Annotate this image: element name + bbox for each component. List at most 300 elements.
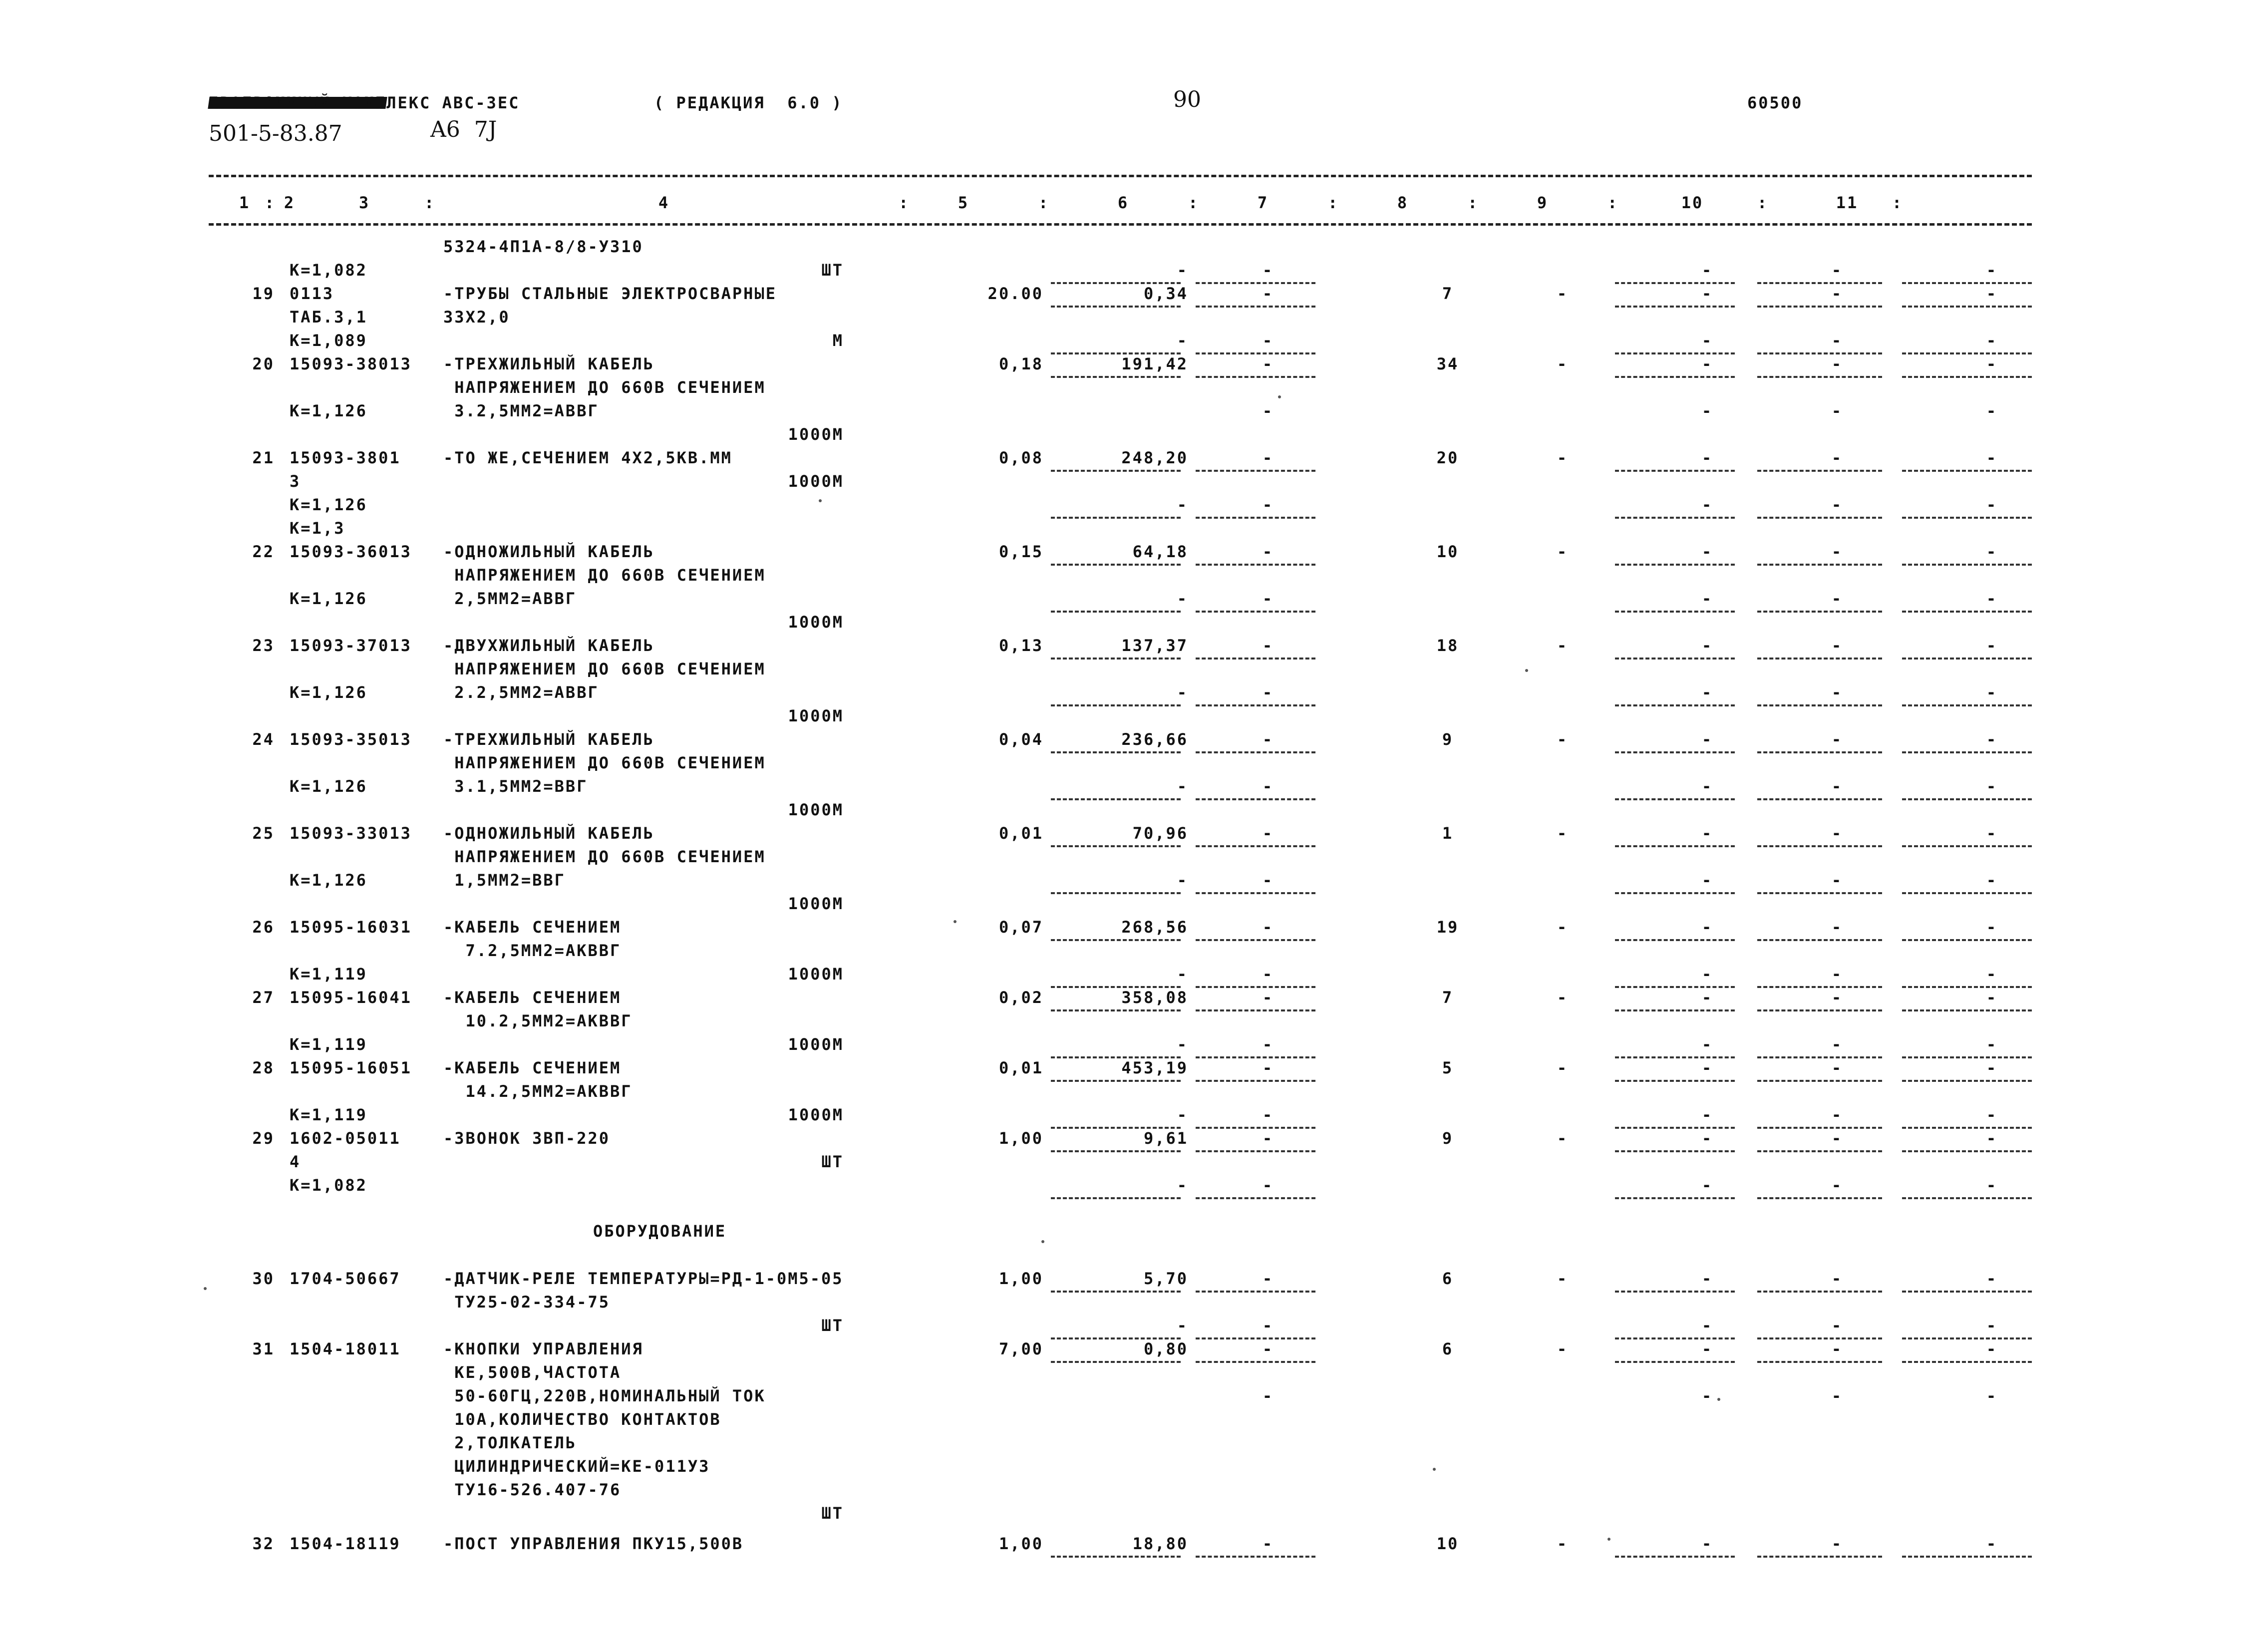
- sub-rule: [1196, 611, 1315, 613]
- row-number: 19: [252, 284, 275, 303]
- col9-value: -: [1701, 1035, 1713, 1054]
- item-code: ТАБ.3,1: [290, 308, 367, 327]
- col11-value: -: [1986, 331, 1998, 350]
- col11-value: -: [1986, 542, 1998, 561]
- col7-value: 10: [1436, 542, 1459, 561]
- sub-rule: [1757, 751, 1882, 753]
- unit-price: -: [1177, 1105, 1188, 1124]
- sub-rule: [1757, 1080, 1882, 1082]
- col8-value: -: [1557, 730, 1569, 749]
- sub-rule: [1615, 892, 1735, 894]
- sub-rule: [1902, 1197, 2032, 1199]
- row-number: 26: [252, 918, 275, 937]
- sub-rule: [1902, 564, 2032, 566]
- sub-rule: [1051, 306, 1181, 308]
- sub-rule: [1757, 1361, 1882, 1363]
- sub-rule: [1757, 1556, 1882, 1558]
- col6-value: -: [1262, 495, 1274, 514]
- row-number: 30: [252, 1269, 275, 1288]
- item-code: 15093-3801: [290, 448, 401, 467]
- unit-price: 137,37: [1121, 636, 1188, 655]
- scan-speck: [1278, 395, 1281, 398]
- table-header-rule: [209, 223, 2032, 226]
- sub-rule: [1196, 892, 1315, 894]
- item-code: К=1,119: [290, 1035, 367, 1054]
- col6-value: -: [1262, 1176, 1274, 1195]
- sub-rule: [1902, 939, 2032, 941]
- unit-label: М: [832, 331, 844, 350]
- sub-rule: [1051, 939, 1181, 941]
- row-number: 27: [252, 988, 275, 1007]
- item-code: К=1,3: [290, 519, 345, 538]
- item-name: 10.2,5ММ2=АКВВГ: [443, 1011, 633, 1030]
- sub-rule: [1196, 939, 1315, 941]
- item-name: 10А,КОЛИЧЕСТВО КОНТАКТОВ: [443, 1410, 721, 1429]
- quantity: 0,01: [998, 824, 1043, 843]
- column-separator: :: [1607, 193, 1619, 212]
- col8-value: -: [1557, 918, 1569, 937]
- col11-value: -: [1986, 1386, 1998, 1405]
- col11-value: -: [1986, 1035, 1998, 1054]
- col11-value: -: [1986, 495, 1998, 514]
- col6-value: -: [1262, 354, 1274, 373]
- sub-rule: [1615, 376, 1735, 378]
- unit-label: 1000М: [788, 1035, 844, 1054]
- sub-rule: [1902, 611, 2032, 613]
- item-name: КЕ,500В,ЧАСТОТА: [443, 1363, 622, 1382]
- quantity: 20.00: [987, 284, 1043, 303]
- col11-value: -: [1986, 824, 1998, 843]
- col8-value: -: [1557, 1339, 1569, 1358]
- sub-rule: [1902, 517, 2032, 519]
- sub-rule: [1902, 986, 2032, 988]
- col9-value: -: [1701, 1534, 1713, 1553]
- column-separator: :: [1328, 193, 1339, 212]
- col10-value: -: [1831, 284, 1843, 303]
- col10-value: -: [1831, 542, 1843, 561]
- sub-rule: [1902, 658, 2032, 660]
- col8-value: -: [1557, 448, 1569, 467]
- scan-speck: [1607, 1538, 1610, 1541]
- sub-rule: [1757, 282, 1882, 284]
- project-number: 501-5-83.87: [209, 121, 342, 146]
- sub-rule: [1051, 798, 1181, 800]
- code: 60500: [1747, 93, 1803, 112]
- column-separator: :: [1757, 193, 1769, 212]
- item-name: ЦИЛИНДРИЧЕСКИЙ=КЕ-011У3: [443, 1457, 710, 1476]
- item-code: 15093-38013: [290, 354, 412, 373]
- col9-value: -: [1701, 965, 1713, 984]
- sub-rule: [1615, 658, 1735, 660]
- item-code: 4: [290, 1152, 301, 1171]
- unit-label: 1000М: [788, 425, 844, 444]
- sub-rule: [1051, 1009, 1181, 1011]
- sub-rule: [1615, 1197, 1735, 1199]
- quantity: 0,18: [998, 354, 1043, 373]
- unit-price: 358,08: [1121, 988, 1188, 1007]
- col8-value: -: [1557, 824, 1569, 843]
- quantity: 1,00: [998, 1129, 1043, 1148]
- col10-value: -: [1831, 824, 1843, 843]
- col7-value: 34: [1436, 354, 1459, 373]
- quantity: 0,15: [998, 542, 1043, 561]
- scan-speck: [1717, 1398, 1720, 1401]
- item-name: ТУ25-02-334-75: [443, 1293, 610, 1312]
- item-name: 2,ТОЛКАТЕЛЬ: [443, 1433, 577, 1452]
- col9-value: -: [1701, 331, 1713, 350]
- sub-rule: [1902, 1291, 2032, 1293]
- unit-label: 1000М: [788, 965, 844, 984]
- sub-rule: [1051, 1361, 1181, 1363]
- col9-value: -: [1701, 589, 1713, 608]
- column-separator: :: [424, 193, 436, 212]
- sub-rule: [1902, 1150, 2032, 1152]
- col10-value: -: [1831, 965, 1843, 984]
- sub-rule: [1902, 1080, 2032, 1082]
- unit-price: 191,42: [1121, 354, 1188, 373]
- sub-rule: [1902, 282, 2032, 284]
- col6-value: -: [1262, 331, 1274, 350]
- column-header-5: 5: [958, 193, 969, 212]
- sub-rule: [1757, 517, 1882, 519]
- col6-value: -: [1262, 1129, 1274, 1148]
- item-code: К=1,126: [290, 683, 367, 702]
- col7-value: 7: [1442, 284, 1454, 303]
- sub-rule: [1051, 892, 1181, 894]
- col10-value: -: [1831, 1058, 1843, 1077]
- col8-value: -: [1557, 1129, 1569, 1148]
- unit-price: 236,66: [1121, 730, 1188, 749]
- sub-rule: [1051, 1150, 1181, 1152]
- item-code: К=1,126: [290, 589, 367, 608]
- section-heading: ОБОРУДОВАНИЕ: [593, 1222, 727, 1241]
- col11-value: -: [1986, 1058, 1998, 1077]
- item-name: -КНОПКИ УПРАВЛЕНИЯ: [443, 1339, 643, 1358]
- col6-value: -: [1262, 401, 1274, 420]
- edition: ( РЕДАКЦИЯ 6.0 ): [654, 93, 843, 112]
- item-code: 15093-35013: [290, 730, 412, 749]
- col9-value: -: [1701, 1269, 1713, 1288]
- col11-value: -: [1986, 1129, 1998, 1148]
- item-name: 14.2,5ММ2=АКВВГ: [443, 1082, 633, 1101]
- col10-value: -: [1831, 1035, 1843, 1054]
- item-name: 5324-4П1А-8/8-У310: [443, 237, 643, 256]
- col6-value: -: [1262, 777, 1274, 796]
- quantity: 0,02: [998, 988, 1043, 1007]
- sub-rule: [1196, 376, 1315, 378]
- col6-value: -: [1262, 589, 1274, 608]
- item-code: 15095-16031: [290, 918, 412, 937]
- col10-value: -: [1831, 1129, 1843, 1148]
- sub-rule: [1615, 564, 1735, 566]
- column-separator: :: [1468, 193, 1479, 212]
- col10-value: -: [1831, 261, 1843, 280]
- sub-rule: [1757, 986, 1882, 988]
- sub-rule: [1196, 282, 1315, 284]
- sub-rule: [1902, 352, 2032, 354]
- col11-value: -: [1986, 1176, 1998, 1195]
- col9-value: -: [1701, 730, 1713, 749]
- col9-value: -: [1701, 1316, 1713, 1335]
- col7-value: 1: [1442, 824, 1454, 843]
- col11-value: -: [1986, 261, 1998, 280]
- column-separator: :: [1188, 193, 1200, 212]
- sub-rule: [1196, 751, 1315, 753]
- col6-value: -: [1262, 824, 1274, 843]
- sub-rule: [1196, 1127, 1315, 1129]
- sub-rule: [1757, 611, 1882, 613]
- col11-value: -: [1986, 965, 1998, 984]
- column-header-3: 3: [358, 193, 370, 212]
- sub-rule: [1196, 1337, 1315, 1339]
- item-name: ТУ16-526.407-76: [443, 1480, 622, 1499]
- item-code: 15093-33013: [290, 824, 412, 843]
- col6-value: -: [1262, 448, 1274, 467]
- item-name: -ПОСТ УПРАВЛЕНИЯ ПКУ15,500В: [443, 1534, 744, 1553]
- col6-value: -: [1262, 683, 1274, 702]
- col7-value: 19: [1436, 918, 1459, 937]
- row-number: 23: [252, 636, 275, 655]
- column-separator: :: [1038, 193, 1050, 212]
- sub-rule: [1757, 564, 1882, 566]
- scan-speck: [819, 499, 822, 502]
- item-name: -ТРЕХЖИЛЬНЫЙ КАБЕЛЬ: [443, 730, 655, 749]
- col7-value: 5: [1442, 1058, 1454, 1077]
- unit-price: -: [1177, 261, 1188, 280]
- col6-value: -: [1262, 871, 1274, 890]
- sub-rule: [1902, 704, 2032, 706]
- item-name: НАПРЯЖЕНИЕМ ДО 660В СЕЧЕНИЕМ: [443, 378, 766, 397]
- col10-value: -: [1831, 1269, 1843, 1288]
- unit-price: 64,18: [1132, 542, 1188, 561]
- sub-rule: [1615, 751, 1735, 753]
- col11-value: -: [1986, 871, 1998, 890]
- col8-value: -: [1557, 1058, 1569, 1077]
- item-name: 7.2,5ММ2=АКВВГ: [443, 941, 622, 960]
- col9-value: -: [1701, 918, 1713, 937]
- col10-value: -: [1831, 918, 1843, 937]
- sub-rule: [1051, 1080, 1181, 1082]
- col6-value: -: [1262, 918, 1274, 937]
- item-name: НАПРЯЖЕНИЕМ ДО 660В СЕЧЕНИЕМ: [443, 566, 766, 585]
- col7-value: 18: [1436, 636, 1459, 655]
- col10-value: -: [1831, 354, 1843, 373]
- page-number: 90: [1173, 87, 1201, 112]
- item-name: 3.2,5ММ2=АВВГ: [443, 401, 599, 420]
- sub-rule: [1902, 798, 2032, 800]
- sub-rule: [1196, 845, 1315, 847]
- sub-rule: [1615, 470, 1735, 472]
- item-name: -ЗВОНОК ЗВП-220: [443, 1129, 610, 1148]
- col6-value: -: [1262, 636, 1274, 655]
- col10-value: -: [1831, 331, 1843, 350]
- sub-rule: [1196, 658, 1315, 660]
- sub-rule: [1615, 1361, 1735, 1363]
- column-separator: :: [265, 193, 276, 212]
- col11-value: -: [1986, 284, 1998, 303]
- item-code: К=1,126: [290, 401, 367, 420]
- unit-price: 5,70: [1143, 1269, 1188, 1288]
- col8-value: -: [1557, 1534, 1569, 1553]
- sub-rule: [1757, 1291, 1882, 1293]
- unit-price: -: [1177, 777, 1188, 796]
- item-code: 15095-16051: [290, 1058, 412, 1077]
- item-code: К=1,089: [290, 331, 367, 350]
- sub-rule: [1757, 1337, 1882, 1339]
- sub-rule: [1051, 751, 1181, 753]
- unit-price: 268,56: [1121, 918, 1188, 937]
- scan-speck: [1525, 669, 1528, 672]
- sub-rule: [1196, 470, 1315, 472]
- item-name: 2,5ММ2=АВВГ: [443, 589, 577, 608]
- sub-rule: [1757, 1009, 1882, 1011]
- col8-value: -: [1557, 636, 1569, 655]
- col10-value: -: [1831, 988, 1843, 1007]
- col10-value: -: [1831, 1386, 1843, 1405]
- col6-value: -: [1262, 1534, 1274, 1553]
- col10-value: -: [1831, 1176, 1843, 1195]
- col6-value: -: [1262, 1316, 1274, 1335]
- item-name: -ТРЕХЖИЛЬНЫЙ КАБЕЛЬ: [443, 354, 655, 373]
- item-code: К=1,126: [290, 495, 367, 514]
- column-header-7: 7: [1257, 193, 1269, 212]
- sub-rule: [1051, 845, 1181, 847]
- col6-value: -: [1262, 261, 1274, 280]
- col11-value: -: [1986, 1269, 1998, 1288]
- unit-price: -: [1177, 965, 1188, 984]
- col7-value: 7: [1442, 988, 1454, 1007]
- sub-rule: [1615, 845, 1735, 847]
- col9-value: -: [1701, 636, 1713, 655]
- column-separator: :: [899, 193, 910, 212]
- sub-rule: [1615, 1080, 1735, 1082]
- col11-value: -: [1986, 401, 1998, 420]
- col7-value: 9: [1442, 1129, 1454, 1148]
- item-name: -КАБЕЛЬ СЕЧЕНИЕМ: [443, 918, 622, 937]
- unit-price: -: [1177, 683, 1188, 702]
- sub-rule: [1902, 470, 2032, 472]
- unit-price: -: [1177, 1035, 1188, 1054]
- col7-value: 20: [1436, 448, 1459, 467]
- quantity: 1,00: [998, 1534, 1043, 1553]
- unit-price: 9,61: [1143, 1129, 1188, 1148]
- unit-label: ШТ: [821, 1316, 844, 1335]
- sub-rule: [1902, 1009, 2032, 1011]
- column-header-11: 11: [1836, 193, 1859, 212]
- item-name: 3.1,5ММ2=ВВГ: [443, 777, 588, 796]
- row-number: 29: [252, 1129, 275, 1148]
- sub-rule: [1051, 564, 1181, 566]
- sub-rule: [1757, 352, 1882, 354]
- col11-value: -: [1986, 354, 1998, 373]
- col10-value: -: [1831, 871, 1843, 890]
- sub-rule: [1902, 1556, 2032, 1558]
- sub-rule: [1051, 517, 1181, 519]
- item-code: 1704-50667: [290, 1269, 401, 1288]
- column-header-2: 2: [284, 193, 296, 212]
- col7-value: 6: [1442, 1339, 1454, 1358]
- sub-rule: [1196, 517, 1315, 519]
- col9-value: -: [1701, 1105, 1713, 1124]
- col6-value: -: [1262, 1339, 1274, 1358]
- col10-value: -: [1831, 636, 1843, 655]
- item-code: 1504-18119: [290, 1534, 401, 1553]
- col6-value: -: [1262, 284, 1274, 303]
- item-name: 1,5ММ2=ВВГ: [443, 871, 566, 890]
- sub-rule: [1757, 658, 1882, 660]
- col11-value: -: [1986, 1105, 1998, 1124]
- item-name: -КАБЕЛЬ СЕЧЕНИЕМ: [443, 1058, 622, 1077]
- sub-rule: [1196, 1361, 1315, 1363]
- sub-rule: [1196, 1291, 1315, 1293]
- col8-value: -: [1557, 542, 1569, 561]
- unit-price: -: [1177, 495, 1188, 514]
- col8-value: -: [1557, 284, 1569, 303]
- row-number: 24: [252, 730, 275, 749]
- col6-value: -: [1262, 1058, 1274, 1077]
- column-separator: :: [1892, 193, 1904, 212]
- col11-value: -: [1986, 683, 1998, 702]
- col10-value: -: [1831, 495, 1843, 514]
- sub-rule: [1051, 1291, 1181, 1293]
- col10-value: -: [1831, 589, 1843, 608]
- column-header-10: 10: [1681, 193, 1704, 212]
- sub-rule: [1196, 1197, 1315, 1199]
- col7-value: 9: [1442, 730, 1454, 749]
- col9-value: -: [1701, 261, 1713, 280]
- sub-rule: [1902, 892, 2032, 894]
- sub-rule: [1615, 611, 1735, 613]
- item-name: 50-60ГЦ,220В,НОМИНАЛЬНЫЙ ТОК: [443, 1386, 766, 1405]
- quantity: 0,13: [998, 636, 1043, 655]
- item-name: -КАБЕЛЬ СЕЧЕНИЕМ: [443, 988, 622, 1007]
- scan-speck: [954, 920, 957, 923]
- sub-rule: [1196, 1056, 1315, 1058]
- col11-value: -: [1986, 988, 1998, 1007]
- sub-rule: [1196, 564, 1315, 566]
- col10-value: -: [1831, 1105, 1843, 1124]
- col9-value: -: [1701, 824, 1713, 843]
- col6-value: -: [1262, 730, 1274, 749]
- item-name: НАПРЯЖЕНИЕМ ДО 660В СЕЧЕНИЕМ: [443, 753, 766, 772]
- col11-value: -: [1986, 1316, 1998, 1335]
- sub-rule: [1902, 1056, 2032, 1058]
- sub-rule: [1757, 306, 1882, 308]
- col10-value: -: [1831, 1316, 1843, 1335]
- sub-rule: [1196, 798, 1315, 800]
- unit-label: 1000М: [788, 800, 844, 819]
- row-number: 25: [252, 824, 275, 843]
- sub-rule: [1757, 798, 1882, 800]
- item-code: 15093-37013: [290, 636, 412, 655]
- col11-value: -: [1986, 448, 1998, 467]
- item-name: НАПРЯЖЕНИЕМ ДО 660В СЕЧЕНИЕМ: [443, 847, 766, 866]
- col6-value: -: [1262, 1269, 1274, 1288]
- sub-rule: [1757, 470, 1882, 472]
- scan-speck: [204, 1287, 207, 1290]
- col8-value: -: [1557, 1269, 1569, 1288]
- sub-rule: [1757, 1127, 1882, 1129]
- unit-label: ШТ: [821, 1152, 844, 1171]
- quantity: 0,08: [998, 448, 1043, 467]
- col9-value: -: [1701, 1129, 1713, 1148]
- sub-rule: [1051, 704, 1181, 706]
- sub-rule: [1196, 1556, 1315, 1558]
- col10-value: -: [1831, 401, 1843, 420]
- sub-rule: [1902, 1361, 2032, 1363]
- unit-label: 1000М: [788, 706, 844, 725]
- col8-value: -: [1557, 988, 1569, 1007]
